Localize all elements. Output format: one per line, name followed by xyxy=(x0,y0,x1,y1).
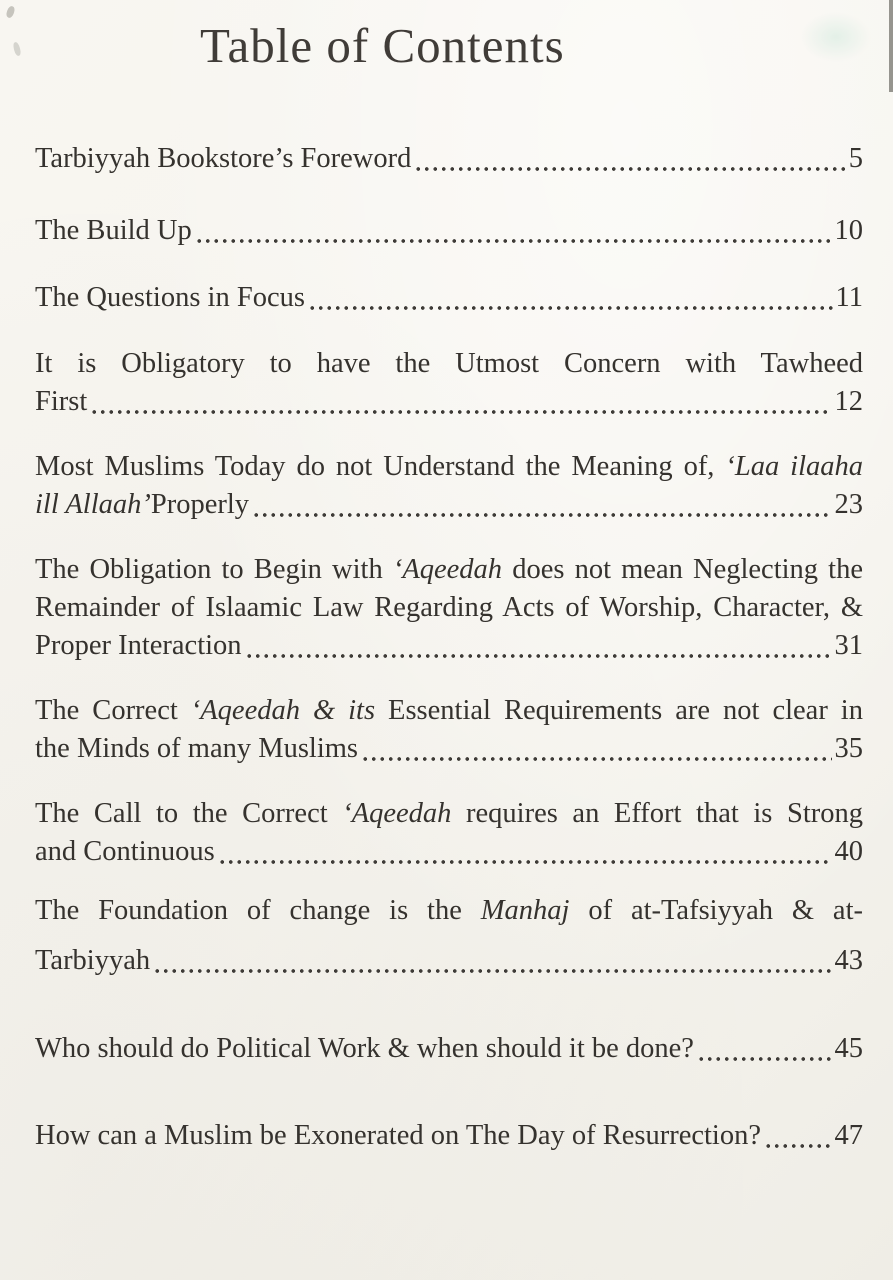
toc-entry-text: Who should do Political Work & when should it be done? xyxy=(35,1033,694,1064)
toc-entry-text: the Minds of many Muslims xyxy=(35,733,359,764)
toc-entry-line xyxy=(35,589,863,627)
toc-entry xyxy=(35,795,863,871)
toc-entry-line xyxy=(35,942,863,980)
toc-entry-text: Proper Interaction xyxy=(35,630,242,661)
dot-leader xyxy=(90,409,831,415)
dot-leader xyxy=(153,968,831,974)
toc-entry-text: Most Muslims Today do not Understand the Meaning of, ‘Laa ilaaha xyxy=(35,451,863,482)
toc-entry-line xyxy=(35,833,863,871)
toc-entry-text: The Call to the Correct ‘Aqeedah requires an Effort that is Strong xyxy=(35,798,863,829)
page-number: 35 xyxy=(834,733,863,764)
toc-entry xyxy=(35,892,863,980)
toc-entry xyxy=(35,448,863,524)
toc-entry xyxy=(35,1117,863,1155)
page-number: 31 xyxy=(834,630,863,661)
page-number: 45 xyxy=(834,1033,863,1064)
dot-leader xyxy=(252,512,831,518)
toc-entry xyxy=(35,279,863,317)
toc-entry xyxy=(35,140,863,178)
toc-entry-line xyxy=(35,486,863,524)
toc-entry-text: ill Allaah’Properly xyxy=(35,489,250,520)
toc-entry xyxy=(35,345,863,421)
toc-entry-line xyxy=(35,383,863,421)
toc-entry-line xyxy=(35,692,863,730)
toc-entry-text: Remainder of Islaamic Law Regarding Acts of Worship, Character, & xyxy=(35,592,863,623)
page-number: 47 xyxy=(834,1120,863,1151)
scan-edge-artifact xyxy=(889,0,893,92)
toc-entry-line xyxy=(35,1030,863,1068)
toc-entry-line xyxy=(35,140,863,178)
toc-entry xyxy=(35,212,863,250)
toc-entry-text: The Build Up xyxy=(35,215,192,246)
toc-entry-line xyxy=(35,448,863,486)
scan-smudge xyxy=(801,12,871,62)
page-number: 12 xyxy=(834,386,863,417)
toc-entry-text: The Foundation of change is the Manhaj of at-Tafsiyyah & at- xyxy=(35,895,863,926)
page-number: 5 xyxy=(848,143,863,174)
dot-leader xyxy=(361,756,831,762)
page-number: 40 xyxy=(834,836,863,867)
toc-list xyxy=(35,140,863,1155)
dot-leader xyxy=(697,1056,832,1062)
dot-leader xyxy=(245,653,832,659)
toc-entry-line xyxy=(35,627,863,665)
toc-entry xyxy=(35,551,863,665)
toc-entry-line xyxy=(35,730,863,768)
dot-leader xyxy=(764,1143,832,1149)
toc-entry-line xyxy=(35,279,863,317)
toc-entry xyxy=(35,692,863,768)
toc-entry-text: The Questions in Focus xyxy=(35,282,305,313)
page-number: 10 xyxy=(834,215,863,246)
scan-speck xyxy=(12,41,21,56)
page-number: 43 xyxy=(834,945,863,976)
toc-entry-text: It is Obligatory to have the Utmost Concern with Tawheed xyxy=(35,348,863,379)
toc-entry-line xyxy=(35,551,863,589)
toc-entry-text: Tarbiyyah xyxy=(35,945,151,976)
toc-entry-line xyxy=(35,1117,863,1155)
toc-entry xyxy=(35,1030,863,1068)
page-number: 23 xyxy=(834,489,863,520)
dot-leader xyxy=(195,238,832,244)
toc-entry-text: The Obligation to Begin with ‘Aqeedah does not mean Neglecting the xyxy=(35,554,863,585)
toc-entry-text: and Continuous xyxy=(35,836,215,867)
toc-entry-text: The Correct ‘Aqeedah & its Essential Requirements are not clear in xyxy=(35,695,863,726)
toc-entry-line xyxy=(35,212,863,250)
dot-leader xyxy=(218,859,832,865)
dot-leader xyxy=(414,166,845,172)
page-title: Table of Contents xyxy=(200,18,565,73)
scan-speck xyxy=(5,5,16,19)
page-number: 11 xyxy=(835,282,863,313)
dot-leader xyxy=(308,305,833,311)
toc-entry-text: Tarbiyyah Bookstore’s Foreword xyxy=(35,143,412,174)
toc-entry-text: First xyxy=(35,386,88,417)
toc-entry-line xyxy=(35,795,863,833)
toc-entry-line xyxy=(35,892,863,930)
toc-entry-line xyxy=(35,345,863,383)
toc-entry-text: How can a Muslim be Exonerated on The Day of Resurrection? xyxy=(35,1120,761,1151)
